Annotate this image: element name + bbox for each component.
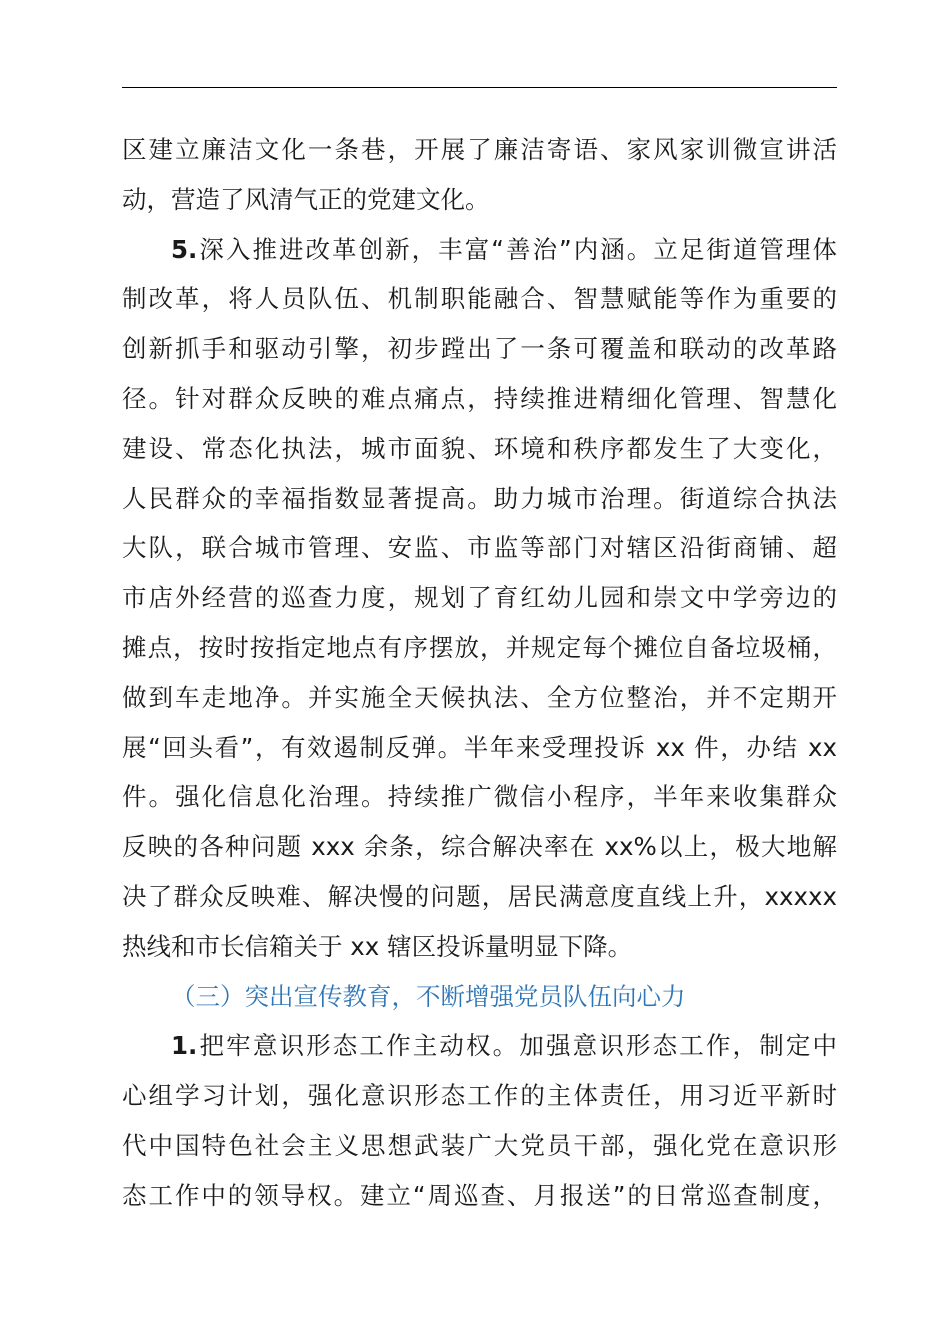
text-line <box>122 175 490 225</box>
text-line <box>122 324 837 374</box>
text-line <box>122 424 837 474</box>
text-line <box>122 523 837 573</box>
text-line <box>122 623 837 673</box>
text-line <box>122 125 837 175</box>
item-number: 5. <box>171 234 198 264</box>
line-text: 展“回头看”，有效遏制反弹。半年来受理投诉 xx 件，办结 xx <box>122 732 837 762</box>
line-text: 区建立廉洁文化一条巷，开展了廉洁寄语、家风家训微宣讲活 <box>122 135 837 164</box>
text-line <box>122 474 837 524</box>
text-line <box>122 822 837 872</box>
text-line <box>122 922 632 972</box>
section-heading <box>171 972 686 1022</box>
line-text: 代中国特色社会主义思想武装广大党员干部，强化党在意识形 <box>122 1131 837 1160</box>
line-text: 建设、常态化执法，城市面貌、环境和秩序都发生了大变化， <box>122 433 837 463</box>
line-text: 人民群众的幸福指数显著提高。助力城市治理。街道综合执法 <box>122 483 837 513</box>
item-number: 1. <box>171 1031 198 1061</box>
text-line <box>122 872 837 922</box>
line-text: 心组学习计划，强化意识形态工作的主体责任，用习近平新时 <box>122 1081 837 1111</box>
text-line <box>122 274 837 324</box>
line-text: 反映的各种问题 xxx 余条，综合解决率在 xx%以上，极大地解 <box>122 832 837 862</box>
line-text: 决了群众反映难、解决慢的问题，居民满意度直线上升，xxxxx <box>122 882 837 911</box>
line-text: 市店外经营的巡查力度，规划了育红幼儿园和崇文中学旁边的 <box>122 583 837 613</box>
text-line <box>122 772 837 822</box>
line-text: 深入推进改革创新，丰富“善治”内涵。立足街道管理体 <box>197 234 837 264</box>
line-text: 大队，联合城市管理、安监、市监等部门对辖区沿街商铺、超 <box>122 533 837 563</box>
text-line <box>122 673 837 723</box>
text-line <box>171 1021 837 1071</box>
line-text: （三）突出宣传教育，不断增强党员队伍向心力 <box>171 981 686 1011</box>
line-text: 摊点，按时按指定地点有序摆放，并规定每个摊位自备垃圾桶， <box>122 633 837 662</box>
line-text: 创新抓手和驱动引擎，初步蹚出了一条可覆盖和联动的改革路 <box>122 334 837 364</box>
text-line <box>122 1071 837 1121</box>
text-line <box>171 225 837 275</box>
line-text: 态工作中的领导权。建立“周巡查、月报送”的日常巡查制度， <box>122 1180 837 1210</box>
line-text: 制改革，将人员队伍、机制职能融合、智慧赋能等作为重要的 <box>122 284 837 314</box>
text-line <box>122 723 837 773</box>
line-text: 动，营造了风清气正的党建文化。 <box>122 184 490 214</box>
line-text: 件。强化信息化治理。持续推广微信小程序，半年来收集群众 <box>122 782 837 812</box>
line-text: 径。针对群众反映的难点痛点，持续推进精细化管理、智慧化 <box>122 384 837 413</box>
line-text: 做到车走地净。并实施全天候执法、全方位整治，并不定期开 <box>122 682 837 712</box>
text-line <box>122 374 837 424</box>
text-line <box>122 573 837 623</box>
line-text: 把牢意识形态工作主动权。加强意识形态工作，制定中 <box>197 1031 837 1061</box>
line-text: 热线和市长信箱关于 xx 辖区投诉量明显下降。 <box>122 931 633 961</box>
text-line <box>122 1171 837 1221</box>
text-line <box>122 1121 837 1171</box>
header-rule <box>122 87 837 88</box>
